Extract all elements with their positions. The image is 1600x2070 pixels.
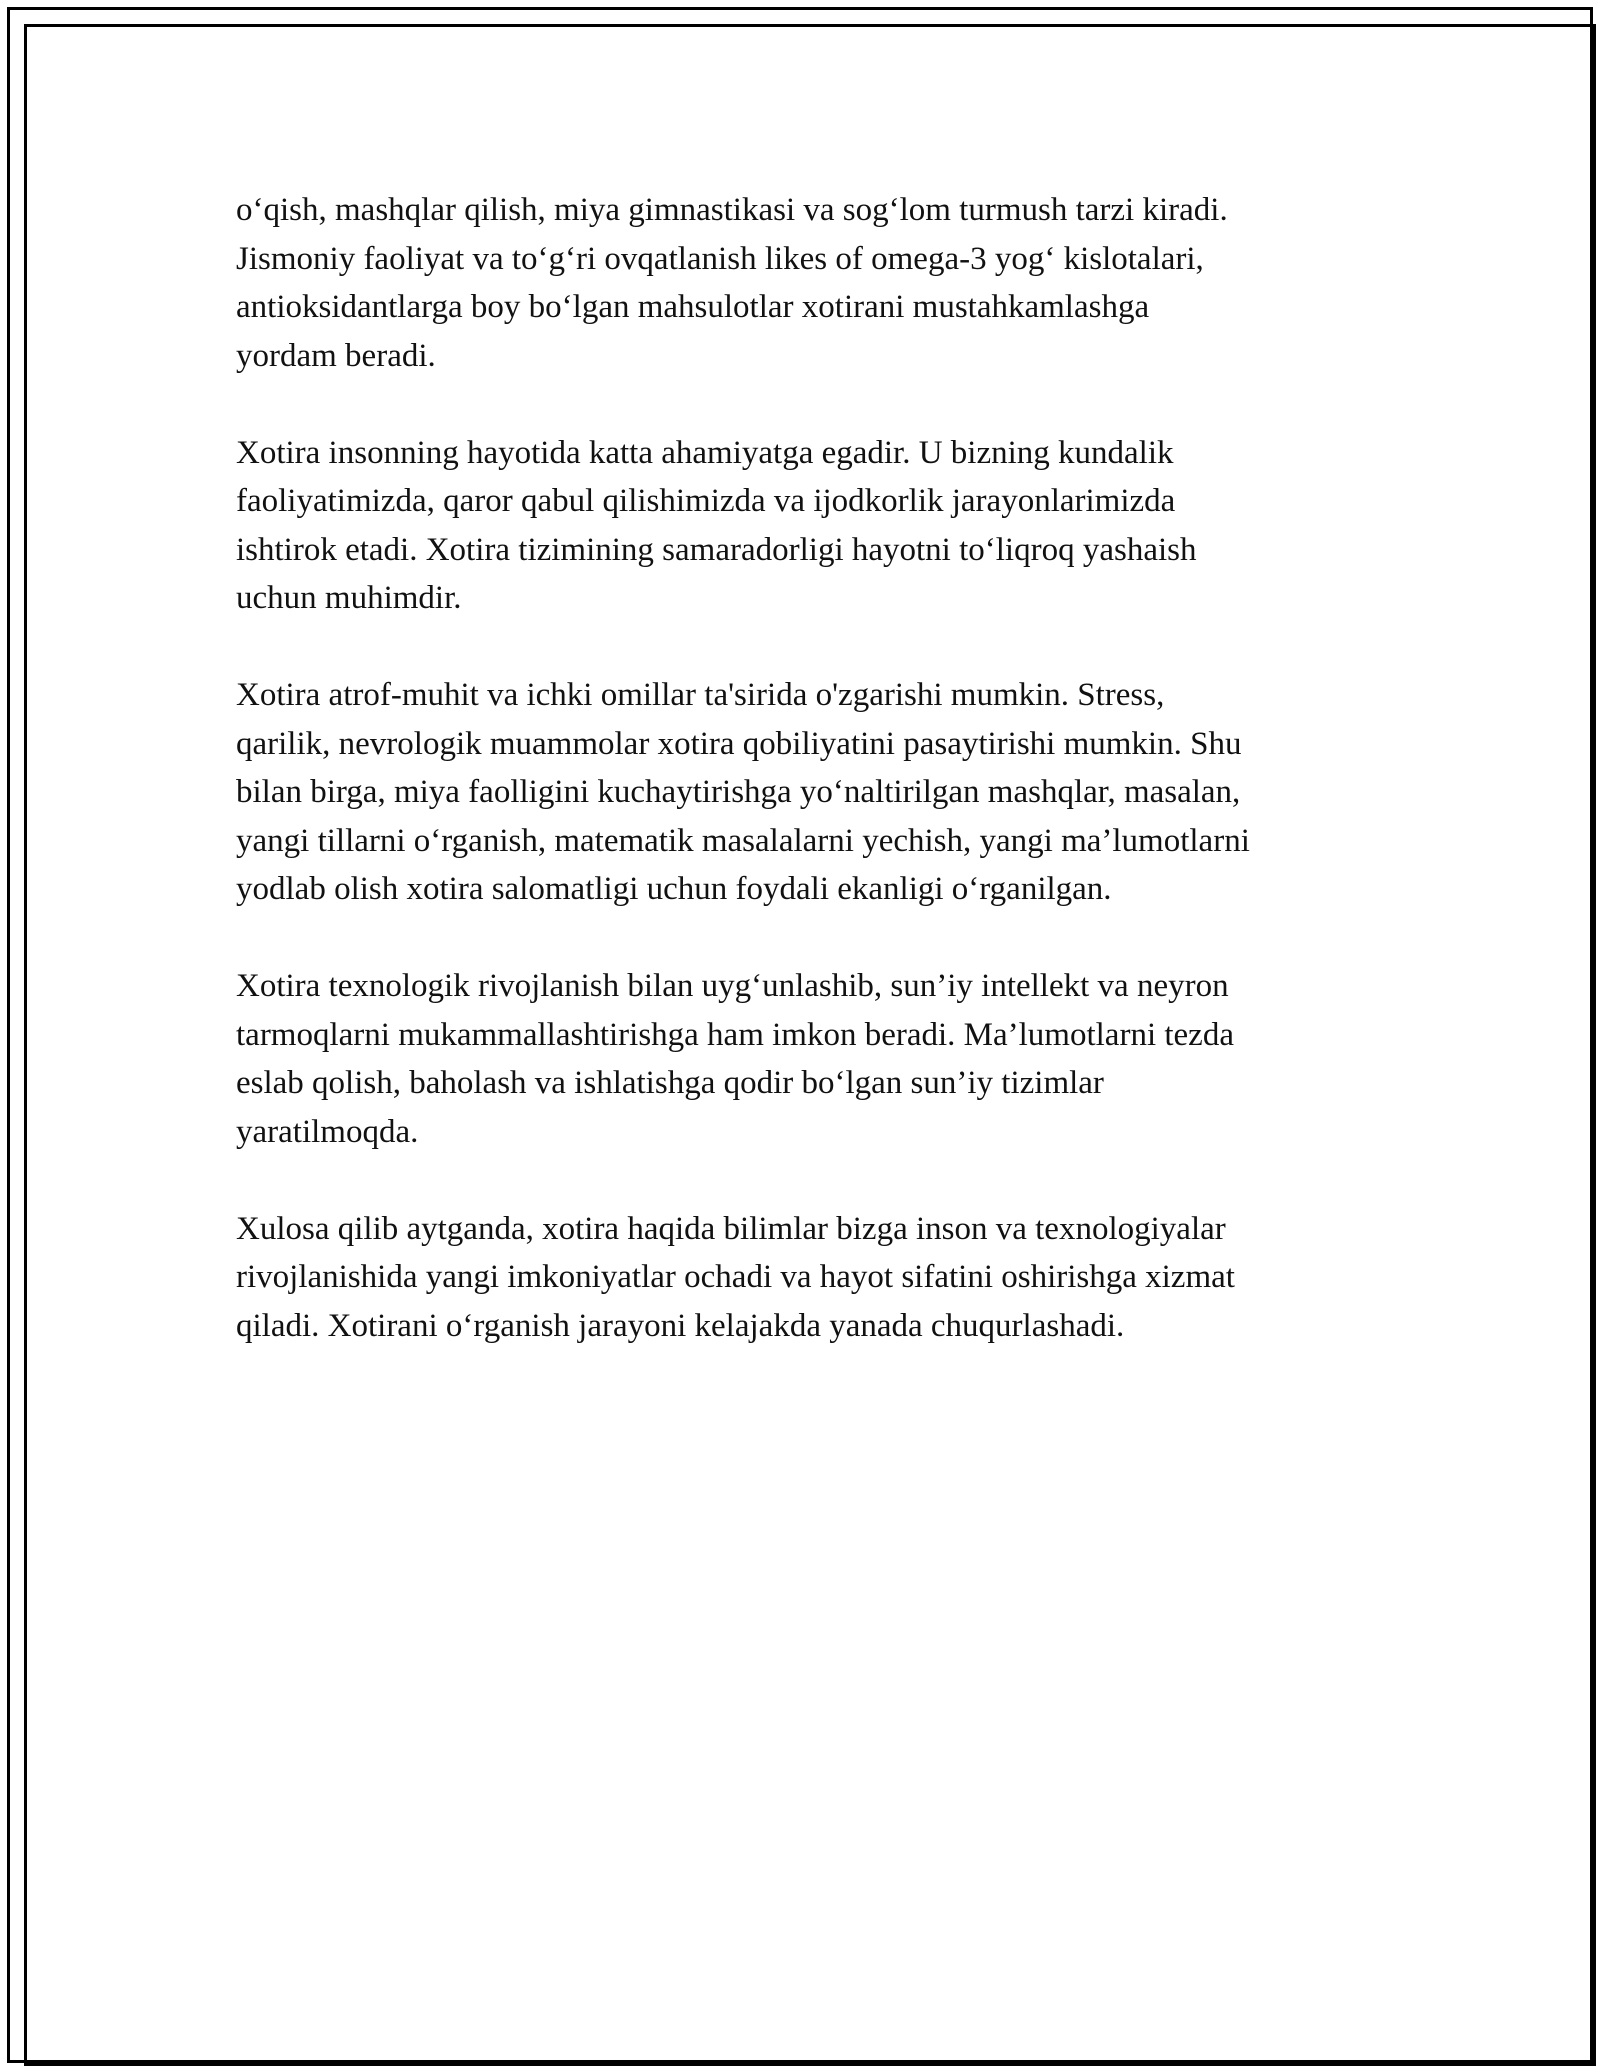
text-line: Xotira insonning hayotida katta ahamiyatga egadir. U bizning kundalik (236, 434, 1174, 471)
text-line: uchun muhimdir. (236, 580, 462, 616)
text-line: faoliyatimizda, qaror qabul qilishimizda va ijodkorlik jarayonlarimizda (236, 483, 1176, 519)
text-line: yaratilmoqda. (236, 1113, 419, 1150)
text-line: eslab qolish, baholash va ishlatishga qodir bo‘lgan sun’iy tizimlar (236, 1065, 1104, 1101)
text-line: tarmoqlarni mukammallashtirishga ham imkon beradi. Ma’lumotlarni tezda (236, 1016, 1234, 1053)
text-line: rivojlanishida yangi imkoniyatlar ochadi va hayot sifatini oshirishga xizmat (236, 1259, 1235, 1295)
text-line: Xulosa qilib aytganda, xotira haqida bilimlar bizga inson va texnologiyalar (236, 1210, 1226, 1247)
text-line: qiladi. Xotirani o‘rganish jarayoni kelajakda yanada chuqurlashadi. (236, 1307, 1125, 1344)
text-line: antioksidantlarga boy bo‘lgan mahsulotlar xotirani mustahkamlashga (236, 289, 1150, 325)
text-line: yodlab olish xotira salomatligi uchun foydali ekanligi o‘rganilgan. (236, 871, 1112, 907)
text-line: Xotira texnologik rivojlanish bilan uyg‘unlashib, sun’iy intellekt va neyron (236, 968, 1229, 1004)
text-line: o‘qish, mashqlar qilish, miya gimnastikasi va sog‘lom turmush tarzi kiradi. (236, 192, 1228, 228)
text-line: bilan birga, miya faolligini kuchaytirishga yo‘naltirilgan mashqlar, masalan, (236, 774, 1241, 810)
text-line: Xotira atrof-muhit va ichki omillar ta'sirida o'zgarishi mumkin. Stress, (236, 677, 1165, 713)
paragraph-2 (236, 429, 1396, 623)
text-line: yangi tillarni o‘rganish, matematik masalalarni yechish, yangi ma’lumotlarni (236, 822, 1250, 859)
text-line: Jismoniy faoliyat va to‘g‘ri ovqatlanish likes of omega-3 yog‘ kislotalari, (236, 240, 1204, 277)
document-body (236, 186, 1396, 1399)
paragraph-4 (236, 962, 1396, 1156)
paragraph-1 (236, 186, 1396, 380)
paragraph-3 (236, 671, 1396, 914)
text-line: yordam beradi. (236, 337, 436, 374)
text-line: qarilik, nevrologik muammolar xotira qobiliyatini pasaytirishi mumkin. Shu (236, 725, 1242, 762)
text-line: ishtirok etadi. Xotira tizimining samaradorligi hayotni to‘liqroq yashaish (236, 531, 1197, 568)
paragraph-5 (236, 1205, 1396, 1351)
